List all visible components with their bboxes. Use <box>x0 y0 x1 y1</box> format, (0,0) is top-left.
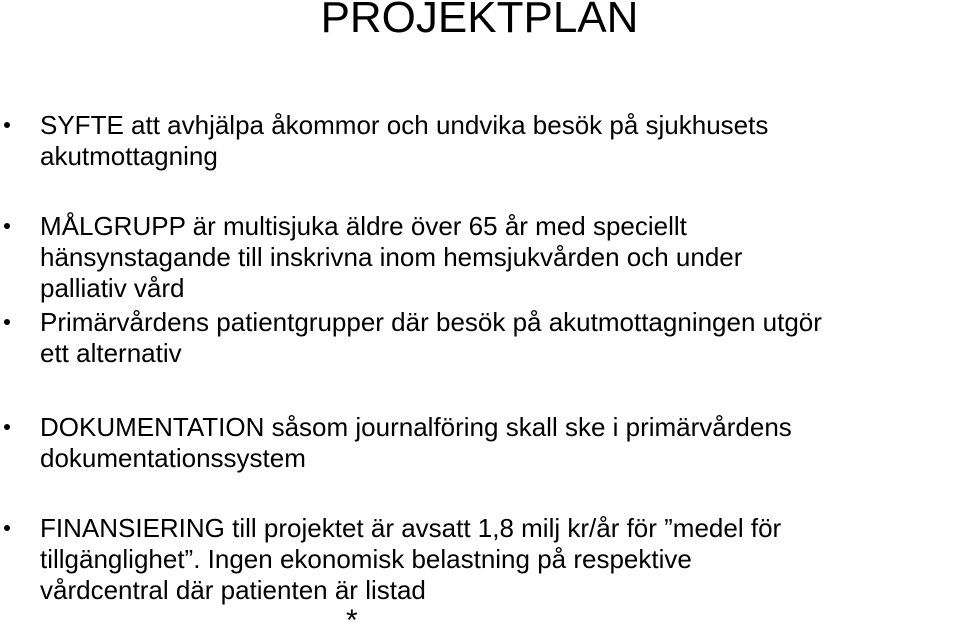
bullet-dot-icon <box>4 319 10 325</box>
bullet-line: vårdcentral där patienten är listad <box>40 575 426 605</box>
bullet-line: MÅLGRUPP är multisjuka äldre över 65 år med speciellt <box>40 211 687 241</box>
bullet-line: tillgänglighet”. Ingen ekonomisk belastning på respektive <box>40 544 692 574</box>
bullet-text <box>40 110 768 172</box>
bullet-line: DOKUMENTATION såsom journalföring skall ske i primärvårdens <box>40 412 792 442</box>
bullet-line: Primärvårdens patientgrupper där besök på akutmottagningen utgör <box>40 307 822 337</box>
bullet-text <box>40 513 781 606</box>
bullet-line: akutmottagning <box>40 141 218 171</box>
bullet-dot-icon <box>4 122 10 128</box>
footnote-asterisk: * <box>346 604 358 637</box>
bullet-dot-icon <box>4 223 10 229</box>
bullet-line: ett alternativ <box>40 338 182 368</box>
bullet-text <box>40 211 742 304</box>
bullet-dot-icon <box>4 525 10 531</box>
bullet-text <box>40 412 792 474</box>
bullet-line: palliativ vård <box>40 273 185 303</box>
bullet-line: FINANSIERING till projektet är avsatt 1,8 milj kr/år för ”medel för <box>40 513 782 543</box>
bullet-text <box>40 307 822 369</box>
page-title: PROJEKTPLAN <box>320 0 639 42</box>
bullet-line: dokumentationssystem <box>40 443 306 473</box>
bullet-dot-icon <box>4 424 10 430</box>
bullet-line: SYFTE att avhjälpa åkommor och undvika besök på sjukhusets <box>40 110 769 140</box>
bullet-line: hänsynstagande till inskrivna inom hemsjukvården och under <box>40 242 743 272</box>
